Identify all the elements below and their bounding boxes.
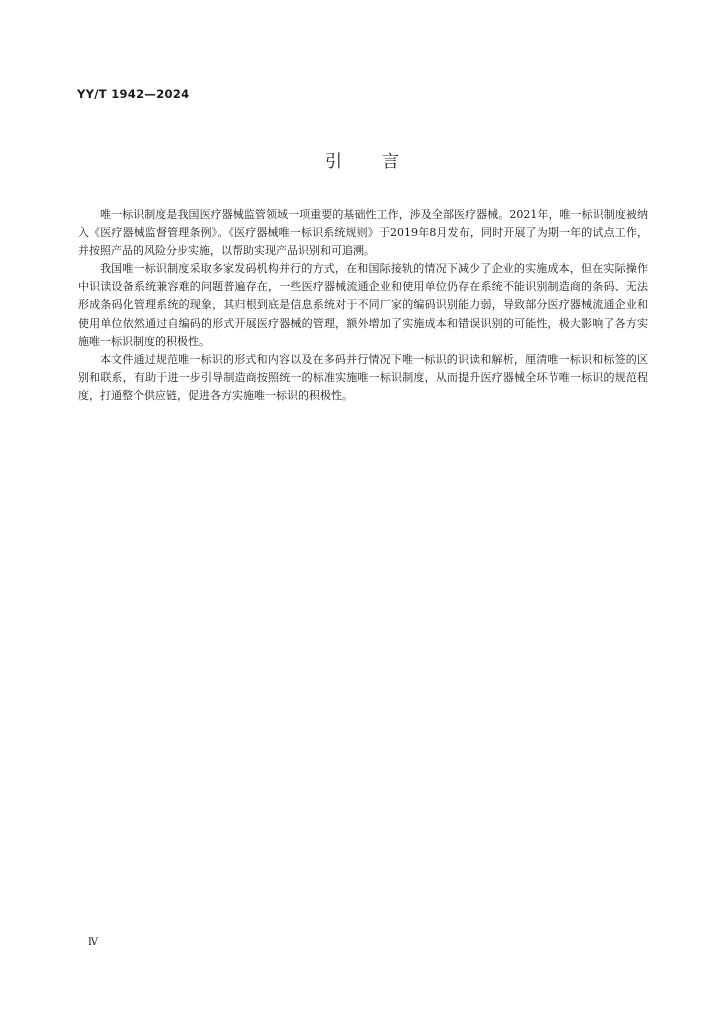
paragraph: 我国唯一标识制度采取多家发码机构并行的方式，在和国际接轨的情况下减少了企业的实施成本，但在实际操作中识读设备系统兼容难的问题普遍存在，一些医疗器械流通企业和使用单位仍存在系统不能识别制造商的条码、无法形成条码化管理系统的现象，其归根到底是信息系统对于不同厂家的编码识别能力弱，导致部分医疗器械流通企业和使用单位依然通过自编码的形式开展医疗器械的管理，额外增加了实施成本和错误识别的可能性，极大影响了各方实施唯一标识制度的积极性。 [78, 262, 648, 348]
body-text [78, 206, 648, 405]
paragraph: 本文件通过规范唯一标识的形式和内容以及在多码并行情况下唯一标识的识读和解析，厘清唯一标识和标签的区别和联系，有助于进一步引导制造商按照统一的标准实施唯一标识制度，从而提升医疗器械全环节唯一标识的规范程度，打通整个供应链，促进各方实施唯一标识的积极性。 [78, 352, 648, 402]
paragraph: 唯一标识制度是我国医疗器械监管领域一项重要的基础性工作，涉及全部医疗器械。2021年，唯一标识制度被纳入《医疗器械监督管理条例》。《医疗器械唯一标识系统规则》于2019年8月发布，同时开展了为期一年的试点工作，并按照产品的风险分步实施，以帮助实现产品识别和可追溯。 [78, 208, 648, 258]
page-number: Ⅳ [88, 937, 98, 948]
standard-code: YY/T 1942—2024 [77, 87, 190, 101]
page-title: 引言 [325, 152, 439, 172]
